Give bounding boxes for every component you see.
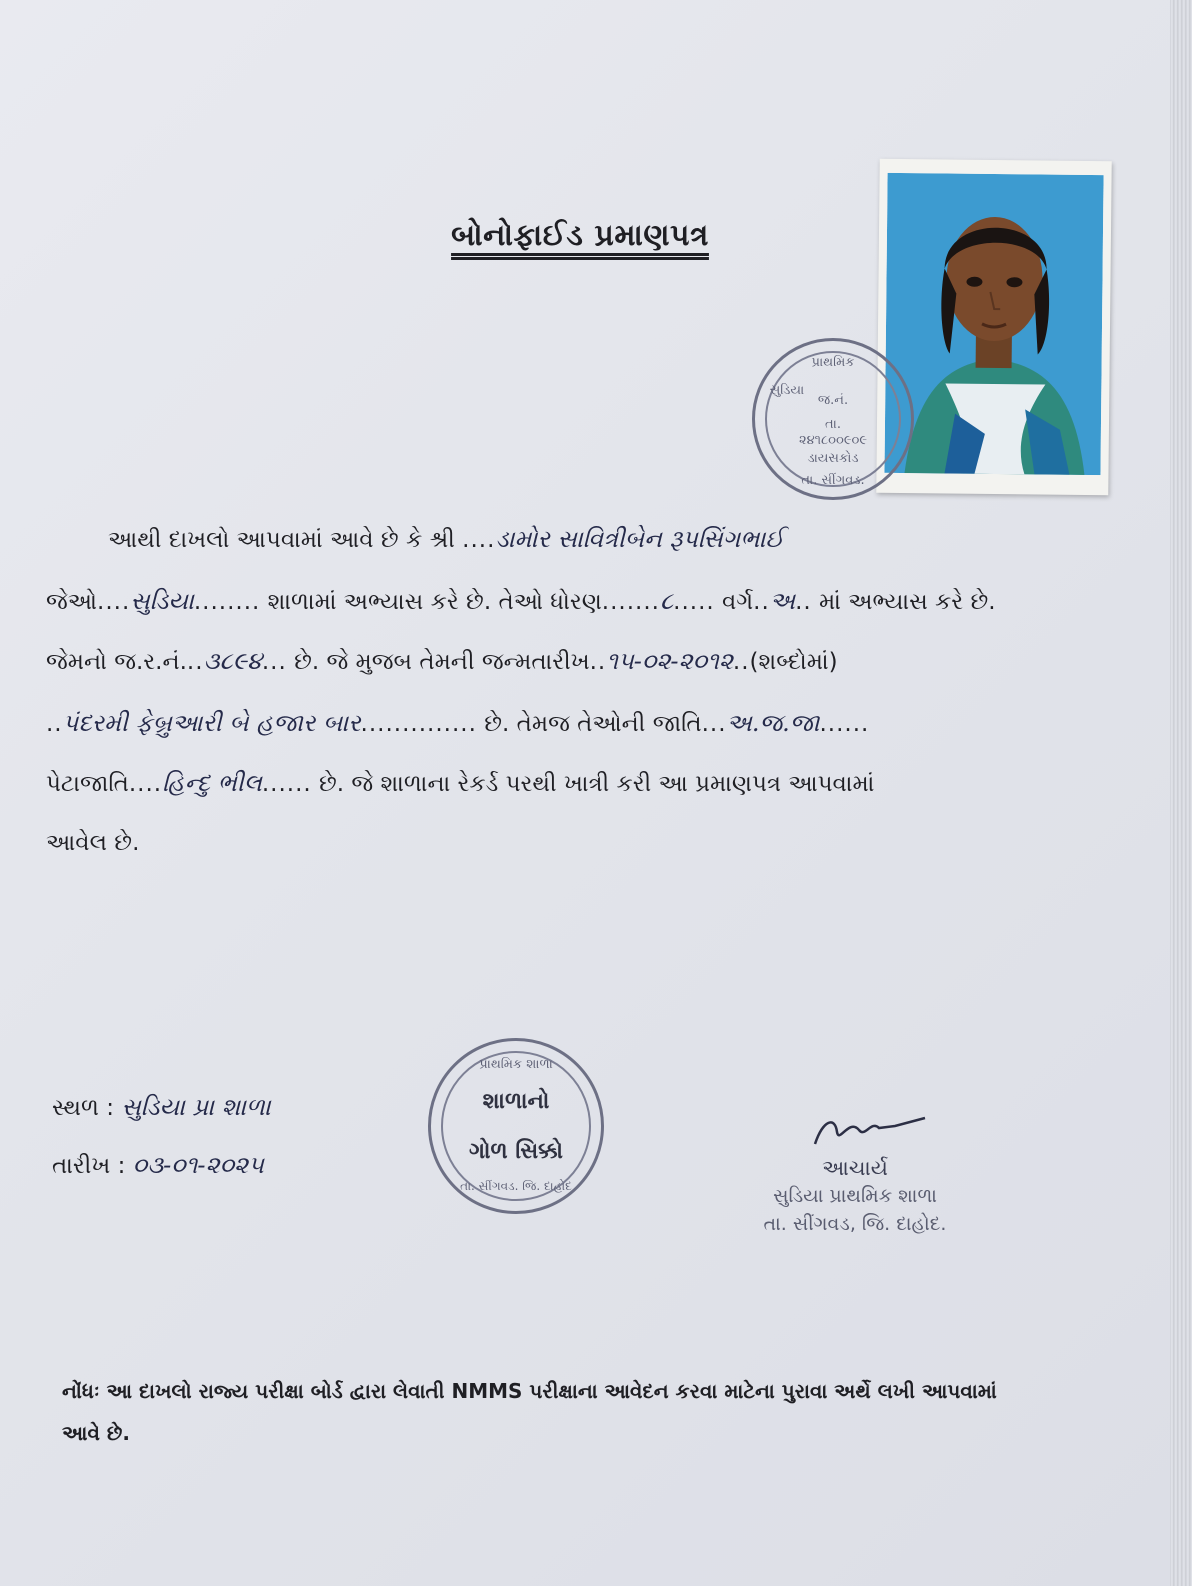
signature-address: તા. સીંગવડ, જિ. દાહોદ. [763, 1213, 947, 1235]
subcaste: હિન્દુ ભીલ [162, 769, 262, 797]
standard: ૮ [659, 587, 674, 615]
certificate-title: બોનોફાઈડ પ્રમાણપત્ર [451, 218, 709, 253]
body-line-3: જેમનો જ.ર.નં...૩૮૯૪... છે. જે મુજબ તેમની જન્મતારીખ..૧૫-૦૨-૨૦૧૨..(શબ્દોમાં) [46, 647, 838, 675]
photo-school-stamp: પ્રાથમિક સુડિયા જ.નં. તા. ૨૪૧૮૦૦૯૦૯ ડાયસકોડ તા. સીંગવડ. [752, 338, 914, 500]
round-school-seal: પ્રાથમિક શાળા શાળાનો ગોળ સિક્કો તા. સીંગવડ. જિ. દાહોદ [428, 1038, 604, 1214]
place-field: સ્થળ : સુડિયા પ્રા શાળા [52, 1093, 271, 1121]
student-name: ડામોર સાવિત્રીબેન રૂપસિંગભાઈ [495, 525, 784, 553]
body-line-2: જેઓ....સુડિયા........ શાળામાં અભ્યાસ કરે છે. તેઓ ધોરણ.......૮..... વર્ગ..અ.. માં અભ્યાસ કરે છે. [46, 587, 996, 615]
principal-signature-block [740, 1110, 970, 1238]
student-photo-image [884, 173, 1103, 475]
signature-school: સુડિયા પ્રાથમિક શાળા [773, 1185, 937, 1207]
division: અ [769, 587, 796, 615]
dob-in-words: પંદરમી ફેબ્રુઆરી બે હજાર બાર [62, 709, 361, 737]
principal-title: આચાર્ય [822, 1156, 888, 1180]
date-value: ૦૩-૦૧-૨૦૨૫ [132, 1151, 264, 1179]
body-line-1: આથી દાખલો આપવામાં આવે છે કે શ્રી ....ડામોર સાવિત્રીબેન રૂપસિંગભાઈ [108, 525, 784, 553]
body-line-6: આવેલ છે. [46, 830, 140, 856]
date-field: તારીખ : ૦૩-૦૧-૨૦૨૫ [52, 1151, 264, 1179]
place-value: સુડિયા પ્રા શાળા [121, 1093, 271, 1121]
gr-number: ૩૮૯૪ [203, 647, 262, 675]
signature-scribble [775, 1110, 935, 1150]
page-stack-edge [1170, 0, 1192, 1586]
body-line-5: પેટાજાતિ....હિન્દુ ભીલ...... છે. જે શાળાના રેકર્ડ પરથી ખાત્રી કરી આ પ્રમાણપત્ર આપવામાં [46, 769, 875, 797]
date-of-birth: ૧૫-૦૨-૨૦૧૨ [606, 647, 733, 675]
body-line-4: ..પંદરમી ફેબ્રુઆરી બે હજાર બાર.............. છે. તેમજ તેઓની જાતિ...અ.જ.જા...... [46, 709, 870, 737]
caste: અ.જ.જા [726, 709, 820, 737]
student-photo [876, 159, 1111, 495]
footnote: નોંધઃ આ દાખલો રાજ્ય પરીક્ષા બોર્ડ દ્વારા લેવાતી NMMS પરીક્ષાના આવેદન કરવા માટેના પુરાવા અર્થે લખી આપવામાં આવે છે. [62, 1379, 997, 1445]
school-name: સુડિયા [130, 587, 194, 615]
